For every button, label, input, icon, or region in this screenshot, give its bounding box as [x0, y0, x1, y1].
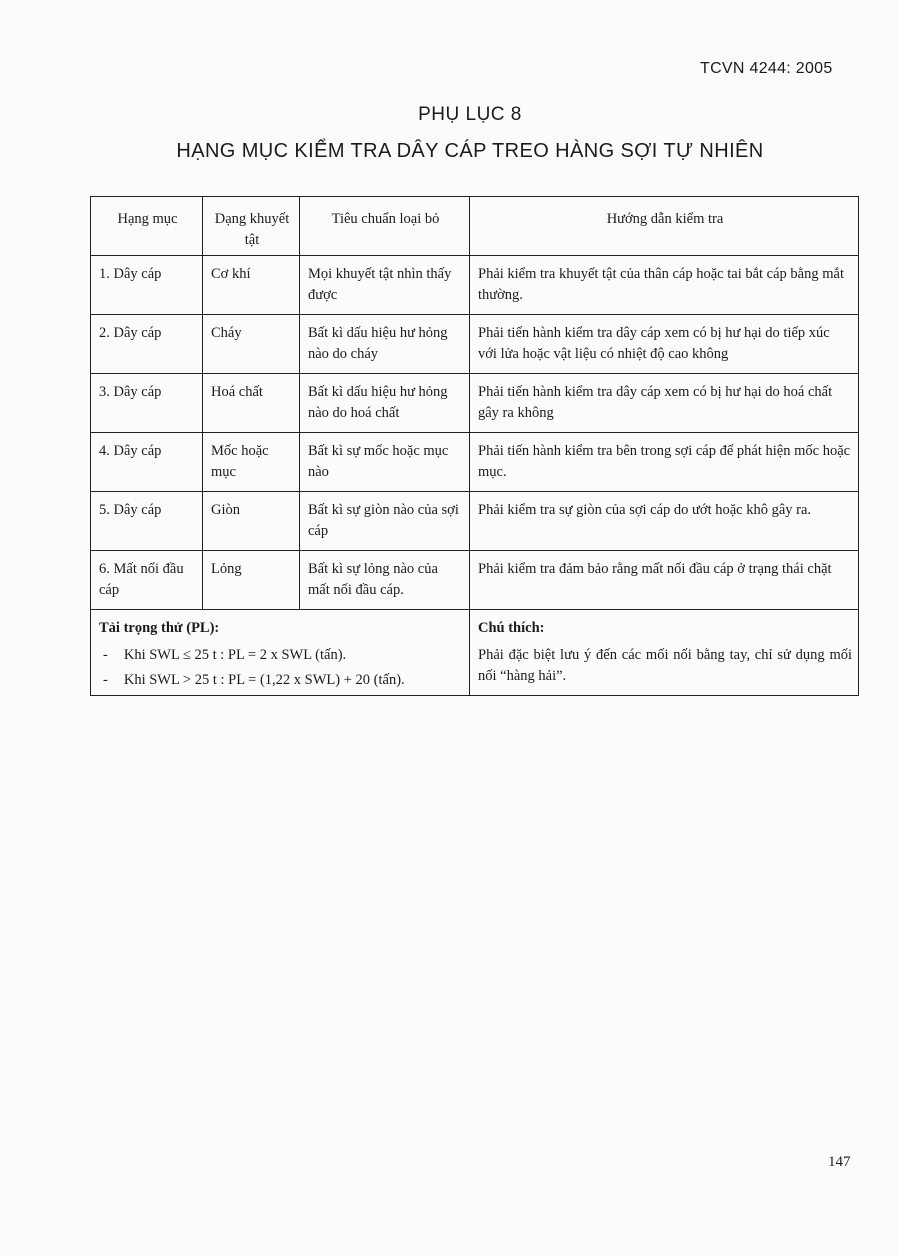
- proof-load-text: Khi SWL ≤ 25 t : PL = 2 x SWL (tấn).: [123, 647, 347, 663]
- item-cell: 2. Dây cáp: [91, 315, 203, 374]
- proof-load-cell: [91, 610, 470, 696]
- criterion-cell: Mọi khuyết tật nhìn thấy được: [300, 256, 470, 315]
- column-header: Tiêu chuẩn loại bỏ: [300, 197, 470, 256]
- table-row: [91, 374, 859, 433]
- bullet: -: [103, 672, 108, 688]
- column-header: Hạng mục: [91, 197, 203, 256]
- defect-cell: Mốc hoặc mục: [203, 433, 300, 492]
- item-cell: 5. Dây cáp: [91, 492, 203, 551]
- bullet: -: [103, 647, 108, 663]
- table-row: [91, 433, 859, 492]
- table-row: [91, 256, 859, 315]
- guide-cell: Phải tiến hành kiểm tra dây cáp xem có bị hư hại do hoá chất gây ra không: [470, 374, 859, 433]
- inspection-table: [90, 196, 859, 696]
- guide-cell: Phải kiểm tra khuyết tật của thân cáp hoặc tai bắt cáp bằng mắt thường.: [470, 256, 859, 315]
- appendix-title: PHỤ LỤC 8: [418, 104, 522, 125]
- note-text: Phải đặc biệt lưu ý đến các mối nối bằng tay, chỉ sử dụng mối nối “hàng hải”.: [478, 647, 852, 684]
- defect-cell: Giòn: [203, 492, 300, 551]
- criterion-cell: Bất kì dấu hiệu hư hỏng nào do hoá chất: [300, 374, 470, 433]
- table-footer-row: [91, 610, 859, 696]
- criterion-cell: Bất kì dấu hiệu hư hỏng nào do cháy: [300, 315, 470, 374]
- proof-load-heading: Tải trọng thử (PL):: [99, 620, 220, 636]
- item-cell: 4. Dây cáp: [91, 433, 203, 492]
- table-row: [91, 315, 859, 374]
- note-heading: Chú thích:: [478, 620, 545, 636]
- criterion-cell: Bất kì sự giòn nào của sợi cáp: [300, 492, 470, 551]
- page-title: HẠNG MỤC KIỂM TRA DÂY CÁP TREO HÀNG SỢI TỰ NHIÊN: [176, 140, 764, 162]
- table-row: [91, 492, 859, 551]
- proof-load-text: Khi SWL > 25 t : PL = (1,22 x SWL) + 20 (tấn).: [123, 672, 405, 688]
- defect-cell: Hoá chất: [203, 374, 300, 433]
- item-cell: 6. Mất nối đầu cáp: [91, 551, 203, 610]
- table-header-row: [91, 197, 859, 256]
- standard-code: TCVN 4244: 2005: [700, 60, 833, 77]
- defect-cell: Cơ khí: [203, 256, 300, 315]
- guide-cell: Phải kiểm tra đảm bảo rằng mất nối đầu cáp ở trạng thái chặt: [470, 551, 859, 610]
- note-cell: [470, 610, 859, 696]
- criterion-cell: Bất kì sự lỏng nào của mất nối đầu cáp.: [300, 551, 470, 610]
- page-number: 147: [828, 1154, 851, 1170]
- item-cell: 3. Dây cáp: [91, 374, 203, 433]
- item-cell: 1. Dây cáp: [91, 256, 203, 315]
- proof-load-item: [103, 670, 463, 691]
- defect-cell: Cháy: [203, 315, 300, 374]
- proof-load-item: [103, 645, 463, 666]
- guide-cell: Phải tiến hành kiểm tra bên trong sợi cáp để phát hiện mốc hoặc mục.: [470, 433, 859, 492]
- column-header: Dạng khuyết tật: [203, 197, 300, 256]
- defect-cell: Lỏng: [203, 551, 300, 610]
- column-header: Hướng dẫn kiểm tra: [470, 197, 859, 256]
- criterion-cell: Bất kì sự mốc hoặc mục nào: [300, 433, 470, 492]
- guide-cell: Phải kiểm tra sự giòn của sợi cáp do ướt hoặc khô gây ra.: [470, 492, 859, 551]
- table-row: [91, 551, 859, 610]
- guide-cell: Phải tiến hành kiểm tra dây cáp xem có bị hư hại do tiếp xúc với lửa hoặc vật liệu có nhiệt độ cao không: [470, 315, 859, 374]
